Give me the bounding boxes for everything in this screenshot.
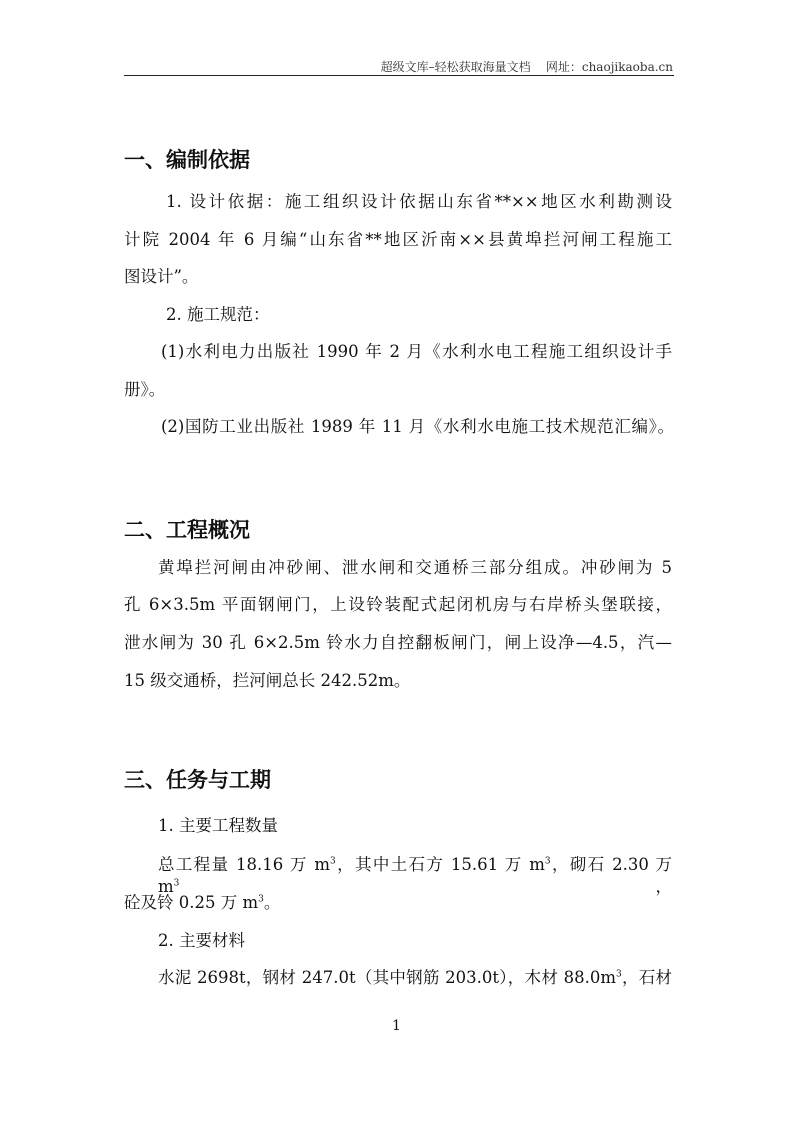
header-url: 网址：chaojikaoba.cn: [545, 60, 673, 74]
header-rule: [124, 75, 674, 76]
paragraph-line: (1)水利电力出版社 1990 年 2 月《水利水电工程施工组织设计手: [161, 342, 672, 361]
paragraph-line: 孔 6×3.5m 平面钢闸门，上设铃装配式起闭机房与右岸桥头堡联接，: [124, 595, 672, 614]
paragraph-line: 1. 设计依据：施工组织设计依据山东省**××地区水利勘测设: [166, 192, 672, 211]
page-number: 1: [392, 1018, 401, 1034]
paragraph-line: 册》。: [124, 380, 166, 399]
paragraph-line: 图设计”。: [124, 267, 199, 286]
paragraph-line: 15 级交通桥，拦河闸总长 242.52m。: [124, 671, 411, 690]
paragraph-line: 计院 2004 年 6 月编“山东省**地区沂南××县黄埠拦河闸工程施工: [124, 230, 672, 249]
section-title-3: 三、任务与工期: [124, 768, 271, 792]
section-title-1: 一、编制依据: [124, 148, 250, 172]
subheading-quantities: 1. 主要工程数量: [158, 816, 278, 835]
paragraph-line: 黄埠拦河闸由冲砂闸、泄水闸和交通桥三部分组成。冲砂闸为 5: [158, 558, 672, 577]
section-title-2: 二、工程概况: [124, 518, 250, 542]
paragraph-line: 泄水闸为 30 孔 6×2.5m 铃水力自控翻板闸门，闸上设净—4.5，汽—: [124, 633, 672, 652]
paragraph-line: 砼及铃 0.25 万 $m^3$。: [124, 893, 281, 912]
header-site: 超级文库–轻松获取海量文档: [380, 60, 531, 74]
paragraph-line: 水泥 2698t，钢材 247.0t（其中钢筋 203.0t），木材 $88.0m^3$，石材: [158, 968, 672, 987]
subheading-materials: 2. 主要材料: [158, 931, 245, 950]
paragraph-line: (2)国防工业出版社 1989 年 11 月《水利水电施工技术规范汇编》。: [161, 417, 674, 436]
paragraph-line: 总工程量 18.16 万 $m^3$，其中土石方 15.61 万 $m^3$，砌石 2.30 万 $m^3$，: [158, 855, 672, 896]
paragraph-line: 2. 施工规范：: [166, 305, 270, 324]
page-header: [381, 58, 673, 75]
